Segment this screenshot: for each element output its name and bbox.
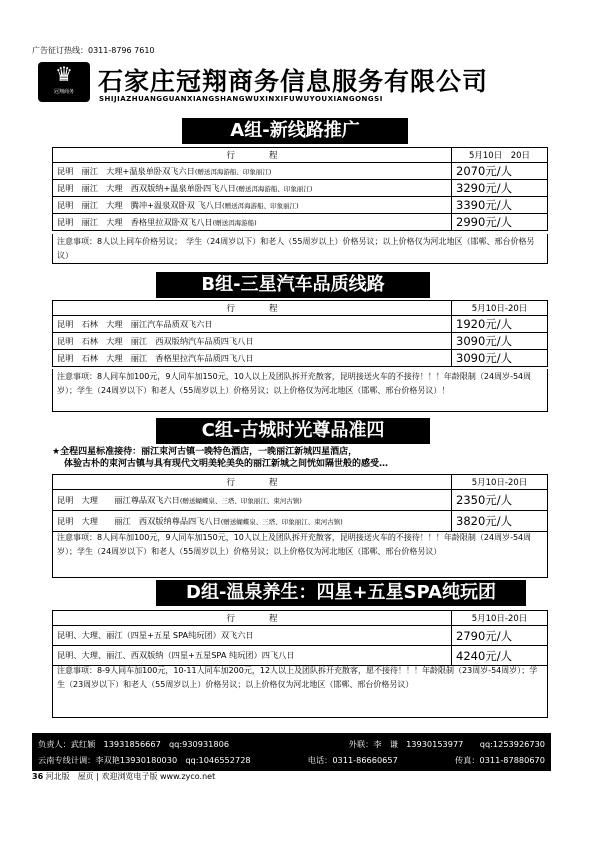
ad-hotline: 广告征订热线：0311-8796 7610: [32, 46, 155, 55]
route-price: 2350元/人: [452, 490, 548, 511]
company-name: 石家庄冠翔商务信息服务有限公司: [98, 67, 489, 96]
table-row: [53, 333, 548, 350]
col-route-header: 行 程: [53, 611, 452, 626]
group-a-notice: 注意事项：8人以上同车价格另议； 学生（24周岁以下）和老人（55周岁以上）价格另议；以上价格仅为河北地区（邯郸、邢台价格另议）: [52, 234, 548, 264]
route-name: 昆明 石林 大理 丽江汽车品质双飞六日: [53, 316, 452, 333]
feature-line-1: ★全程四星标准接待：丽江束河古镇一晚特色酒店，一晚丽江新城四星酒店，: [52, 447, 358, 457]
route-note: (赠送蝴蝶泉、三塔、印象丽江、束河古镇): [179, 496, 302, 505]
group-a-table: [52, 147, 548, 231]
col-date-header: 5月10日 20日: [452, 148, 548, 163]
group-d-table: [52, 610, 548, 666]
route-name: 昆明、大理、丽江（四星+五星 SPA纯玩团）双飞六日: [53, 626, 452, 646]
route-name: 昆明 石林 大理 丽江 香格里拉汽车品质四飞八日: [53, 350, 452, 367]
route-note: (赠送洱海游船、印象丽江): [235, 184, 313, 193]
route-price: 1920元/人: [452, 316, 548, 333]
route-price: 3390元/人: [452, 197, 548, 214]
col-route-header: 行 程: [53, 475, 452, 490]
col-date-header: 5月10日-20日: [452, 301, 548, 316]
route-name: 昆明 丽江 大理 香格里拉双卧双飞八日: [57, 216, 213, 227]
contact-footer: [32, 733, 551, 771]
route-name: 昆明 丽江 大理 腾冲+温泉双卧双 飞八日: [57, 199, 223, 210]
route-name: 昆明 大理 丽江尊品双飞六日: [57, 494, 180, 505]
route-price: 4240元/人: [452, 646, 548, 666]
table-row: [53, 626, 548, 646]
route-name: 昆明、大理、丽江、西双版纳（四星+五星SPA 纯玩团）四飞八日: [53, 646, 452, 666]
yunnan-contact: 云南专线计调：李双艳13930180030 qq:1046552728: [38, 755, 251, 765]
col-route-header: 行 程: [53, 301, 452, 316]
table-row: [53, 511, 548, 532]
route-price: 3820元/人: [452, 511, 548, 532]
company-pinyin: SHIJIAZHUANGGUANXIANGSHANGWUXINXIFUWUYOUXIANGONGSI: [99, 95, 383, 103]
route-price: 3090元/人: [452, 350, 548, 367]
group-b-notice: 注意事项：8人同车加100元，9人同车加150元，10人以上及团队拆开充散客，昆明接送火车的不接待！！！年龄限制（24周岁-54周岁）；学生（24周岁以下）和老人（55周岁以上）价格另议；以上价格仅为河北地区（邯郸、邢台价格另议）！: [52, 369, 548, 412]
route-price: 3290元/人: [452, 180, 548, 197]
route-note: (赠送洱海游船、印象丽江): [222, 201, 299, 210]
table-row: [53, 316, 548, 333]
route-note: (赠送蝴蝶泉、三塔、印象丽江、束河古镇): [220, 517, 343, 526]
page-footer-text: 河北版 屋页 | 欢迎浏览电子版 www.zyco.net: [45, 772, 216, 781]
logo-text: 冠翔商务: [53, 89, 74, 95]
group-c-banner: C组-古城时光尊品准四: [156, 418, 430, 444]
phone-contact: 电话：0311-86660657: [307, 755, 398, 765]
route-price: 2990元/人: [452, 214, 548, 231]
route-note: (赠送洱海游船): [212, 218, 257, 227]
col-date-header: 5月10日-20日: [452, 475, 548, 490]
feature-line-2: 体验古朴的束河古镇与具有现代文明美轮美奂的丽江新城之间恍如隔世般的感受…: [64, 459, 389, 469]
group-d-banner: D组-温泉养生：四星+五星SPA纯玩团: [156, 580, 526, 606]
group-c-table: [52, 474, 548, 532]
group-b-banner: B组-三星汽车品质线路: [156, 272, 430, 298]
crown-icon: ♛: [55, 62, 73, 86]
route-name: 昆明 丽江 大理+温泉单卧双飞六日: [57, 165, 195, 176]
col-date-header: 5月10日-20日: [452, 611, 548, 626]
group-b-table: [52, 300, 548, 367]
group-c-notice: 注意事项：8人同车加100元，9人同车加150元，10人以上及团队拆开充散客，昆明接送火车的不接待！！！年龄限制（24周岁-54周岁）；学生（24周岁以下）和老人（55周岁以上）价格另议；以上价格仅为河北地区（邯郸、邢台价格另议）: [52, 530, 548, 578]
table-row: [53, 180, 548, 197]
col-route-header: 行 程: [53, 148, 452, 163]
route-note: (赠送洱海游船、印象丽江): [194, 167, 272, 176]
route-name: 昆明 石林 大理 丽江 西双版纳汽车品质四飞八日: [53, 333, 452, 350]
route-name: 昆明 大理 丽江 西双版纳尊品四飞八日: [57, 515, 221, 526]
group-c-feature: [52, 446, 552, 470]
liaison-contact: 外联：李 谦 13930153977 qq:1253926730: [348, 739, 545, 749]
table-row: [53, 163, 548, 180]
table-row: [53, 350, 548, 367]
page-footer: [32, 771, 215, 782]
fax-contact: 传真：0311-87880670: [454, 755, 545, 765]
page-number: 36: [32, 772, 44, 781]
group-d-notice: 注意事项：8-9人同车加100元，10-11人同车加200元，12人以上及团队拆开充散客，愿不接待！！！年龄限制（23周岁-54周岁）；学生（23周岁以下）和老人（55周岁以上）价格另议；以上价格仅为河北地区（邯郸、邢台价格另议）: [52, 663, 548, 718]
route-price: 2070元/人: [452, 163, 548, 180]
group-a-banner: A组-新线路推广: [182, 118, 408, 144]
table-row: [53, 214, 548, 231]
route-price: 3090元/人: [452, 333, 548, 350]
route-price: 2790元/人: [452, 626, 548, 646]
route-name: 昆明 丽江 大理 西双版纳+温泉单卧四飞八日: [57, 182, 236, 193]
manager-contact: 负责人：武红颖 13931856667 qq:930931806: [38, 739, 230, 749]
table-row: [53, 490, 548, 511]
table-row: [53, 197, 548, 214]
